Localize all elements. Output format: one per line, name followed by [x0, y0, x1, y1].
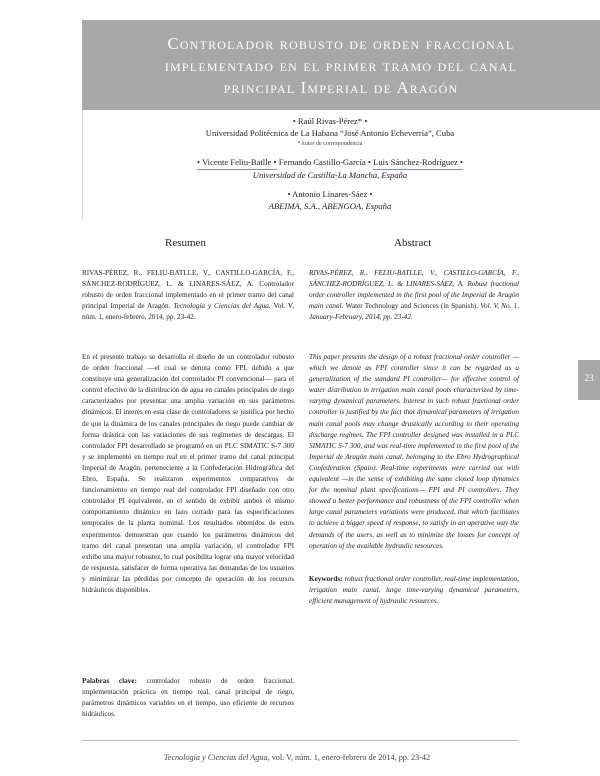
citation-journal: Water Technology and Sciences (in Spanish).: [345, 302, 479, 311]
page-number-tab: [578, 360, 600, 400]
resumen-body: [82, 352, 294, 596]
abstract-citation: [309, 268, 519, 323]
affiliation: Universidad de Castilla-La Mancha, España: [252, 169, 408, 180]
resumen-citation: [82, 268, 294, 323]
author-name: Luis Sánchez-Rodríguez •: [373, 157, 463, 170]
abstract-heading: Abstract: [394, 237, 432, 249]
citation-authors: RIVAS-PÉREZ, R., FELIU-BATLLE, V., CASTILLO-GARCÍA, F., SÁNCHEZ-RODRÍGUEZ, L. & LINARES-SÁEZ, A.: [309, 269, 519, 289]
citation-title: Controlador robusto de orden fraccional implementado en el primer tramo del canal principal Imperial de Aragón.: [82, 280, 295, 311]
footer: [82, 753, 512, 762]
citation-title: Robust fractional order controller implemented in the first pool of the Imperial de Aragón main canal.: [309, 280, 519, 311]
keywords-label: Keywords:: [309, 575, 343, 583]
title-line: principal Imperial de Aragón: [223, 78, 459, 97]
abstract-keywords: [309, 574, 519, 607]
author-block-1: [100, 116, 560, 151]
title-line: implementado en el primer tramo del canal: [164, 56, 518, 75]
author-name: • Vicente Feliu-Batlle •: [197, 157, 277, 170]
keywords-text: robust fractional order controller, real-time implementation, irrigation main canal, large time-varying dynamical parameters, efficient management of hydraulic resources.: [309, 575, 520, 606]
affiliation: Universidad Politécnica de La Habana “José Antonio Echeverría”, Cuba: [205, 127, 455, 138]
resumen-keywords: [82, 676, 294, 720]
abstract-text: This paper presents the design of a robust fractional order controller —which we denote as FPI controller since it can be regarded as a generalization of the standard PI controller— for effective control of water distribution in irrigation main canal pools characterized by time-varying dynamical parameters. Interest in such robust fractional order controller is justified by the fact that dynamical parameters of irrigation main canal pools may change drastically according to their operating discharge regimes. The FPI controller designed was installed in a PLC SIMATIC S-7 300, and was real-time implemented in the first pool of the Imperial de Aragón main canal, belonging to the Ebro Hydrographical Confederation (Spain). Real-time experiments were carried out with equivalent —in the sense of exhibiting the same closed loop dynamics for the nominal plant specifications— FPI and PI controllers. They showed a better performance and robustness of the FPI controller when large canal parameters variations were produced, that which facilitates to achieve a bigger speed of response, to satisfy in an operative way the demands of the users, as well as to minimize the losses for concept of operation of the available hydraulic resources.: [309, 353, 519, 550]
resumen-heading: Resumen: [165, 237, 206, 249]
page-number: 23: [584, 373, 594, 383]
resumen-text: En el presente trabajo se desarrolla el diseño de un controlador robusto de orden fraccional —el cual se denota como FPI, debido a que constituye una generalización del controlador PI convencional— para el control efectivo de la distribución de agua en canales principales de riego caracterizados por presentar una amplia variación en sus parámetros dinámicos. El interés en esta clase de controladores se justifica por hecho de que la dinámica de los canales principales de riego puede cambiar de forma drástica con las variaciones de sus regímenes de descargas. El controlador FPI desarrollado se programó en un PLC SIMATIC S-7 300 y se implementó en tiempo real en el primer tramo del canal principal Imperial de Aragón, perteneciente a la Confederación Hidrográfica del Ebro, España. Se realizaron experimentos comparativos de funcionamiento en tiempo real del controlador FPI diseñado con otro controlador PI equivalente, en el sentido de exhibir ambos el mismo comportamiento dinámico en lazo cerrado para las especificaciones temporales de la planta nominal. Los resultados obtenidos de estos experimentos demuestran que cuando los parámetros dinámicos del tramo del canal presentan una amplia variación, el controlador FPI exhibe una mayor robustez, lo cual posibilita lograr una mayor velocidad de respuesta, satisfacer de forma operativa las demandas de los usuarios y minimizar las pérdidas por concepto de operación de los recursos hidráulicos disponibles.: [82, 353, 294, 594]
author-name: Fernando Castillo-García •: [278, 157, 371, 167]
keywords-text: controlador robusto de orden fraccional, implementación práctica en tiempo real, canal principal de riego, parámetros dinámicos variables en el tiempo, uso eficiente de recursos hidráulicos.: [82, 677, 294, 719]
author-name: • Raúl Rivas-Pérez* •: [292, 116, 368, 126]
article-title: [96, 33, 586, 99]
keywords-label: Palabras clave:: [82, 677, 137, 685]
affiliation: ABEIMA, S.A., ABENGOA, España: [268, 200, 392, 211]
left-rule: [82, 110, 83, 220]
footer-rule: [82, 740, 518, 741]
author-block-3: [100, 189, 560, 212]
footer-journal: Tecnología y Ciencias del Agua,: [163, 753, 270, 762]
citation-volume: Vol. V, No. 1, January-February, 2014, pp. 23-42.: [309, 302, 519, 322]
corresponding-note: *Autor de correspondencia: [297, 141, 363, 147]
author-name: • Antonio Linares-Sáez •: [287, 189, 373, 199]
footer-volume: vol. V, núm. 1, enero-febrero de 2014, pp. 23-42: [271, 753, 431, 762]
author-block-2: [100, 157, 560, 181]
abstract-body: [309, 352, 519, 552]
citation-journal: Tecnología y Ciencias del Agua.: [173, 302, 271, 311]
citation-authors: RIVAS-PÉREZ, R., FELIU-BATLLE, V., CASTILLO-GARCÍA, F., SÁNCHEZ-RODRÍGUEZ, L. & LINARES-SÁEZ, A.: [82, 269, 294, 289]
title-line: Controlador robusto de orden fraccional: [167, 34, 515, 53]
citation-volume: Vol. V, núm. 1, enero-febrero, 2014, pp. 23-42.: [82, 302, 294, 322]
